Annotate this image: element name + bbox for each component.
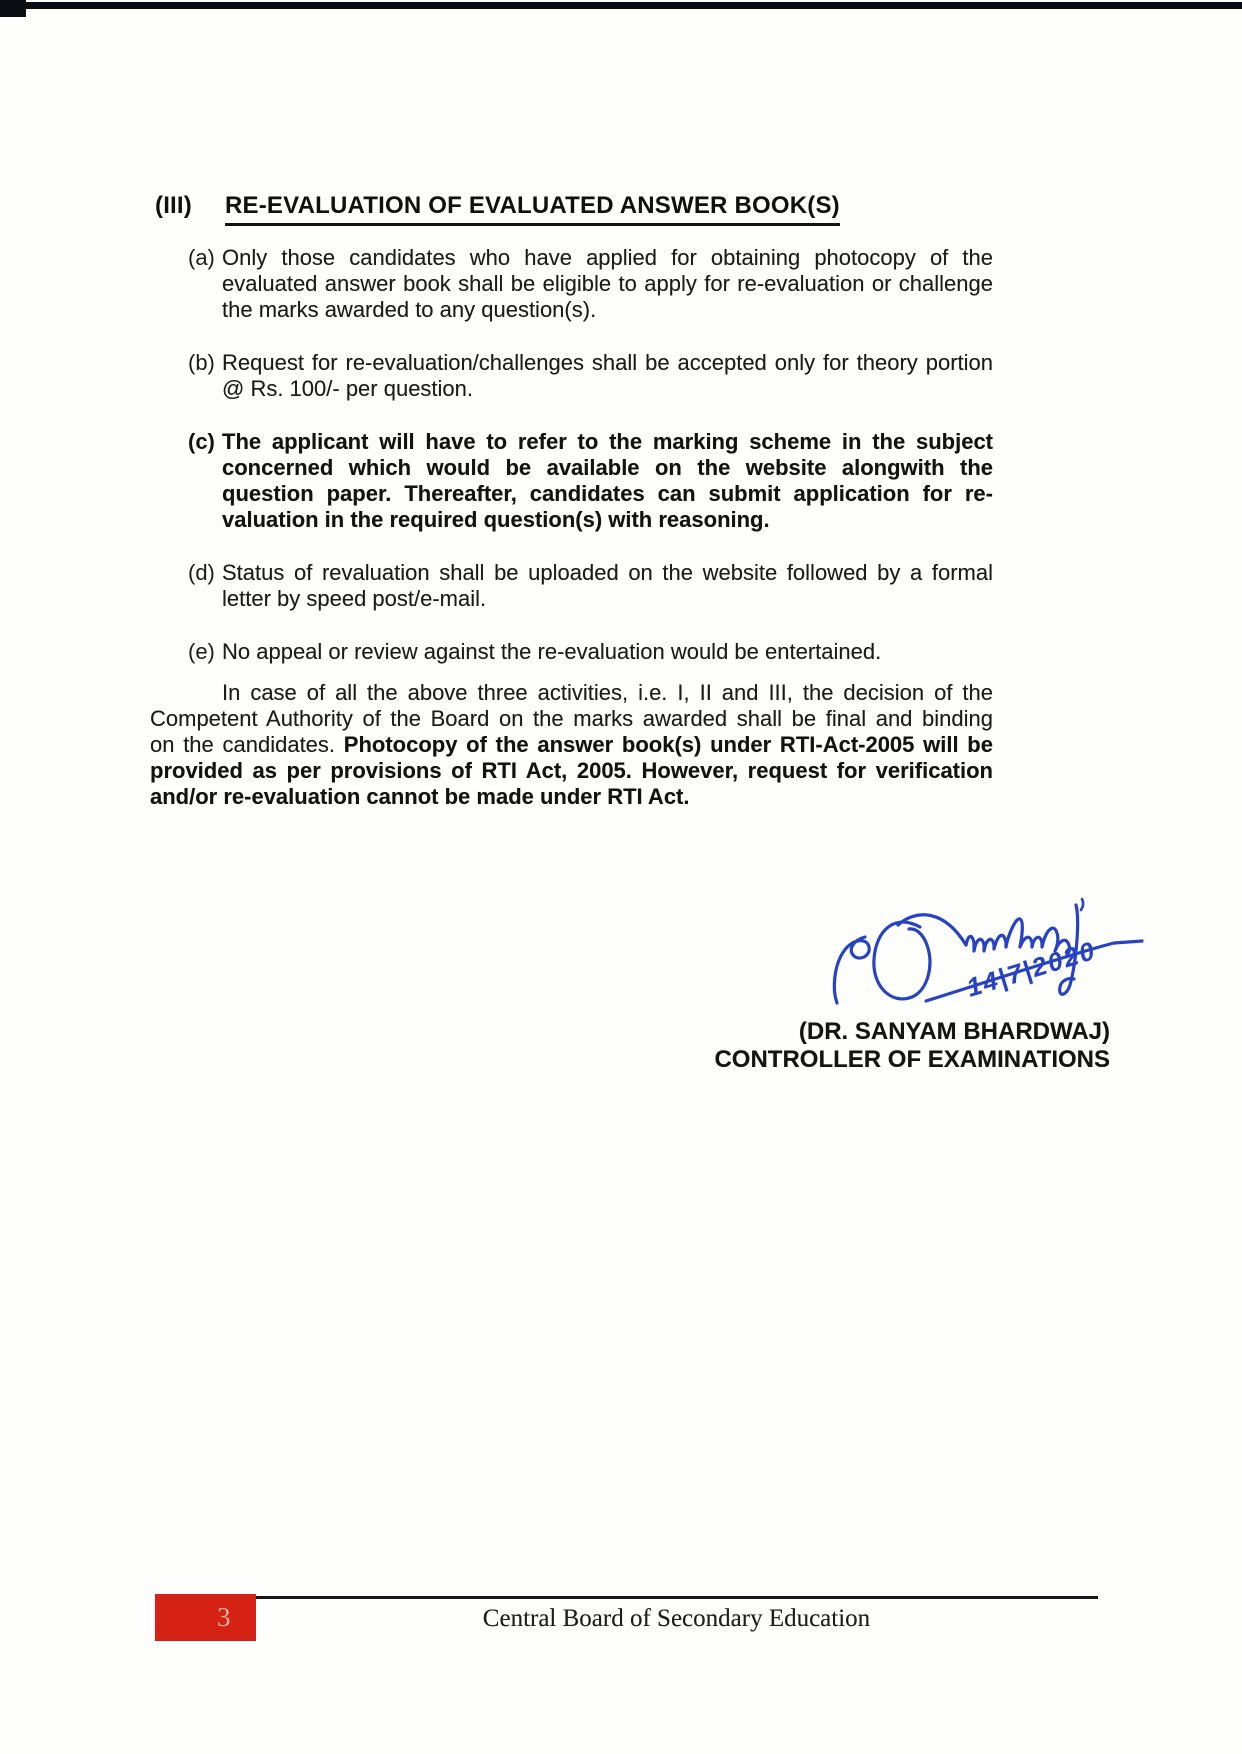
clause-line: evaluated answer book shall be eligible to apply for re-evaluation or challenge xyxy=(222,271,993,296)
clause-label: (a) xyxy=(188,245,215,270)
clause-list xyxy=(188,245,994,692)
footer-rule xyxy=(254,1596,1098,1599)
signature-tick xyxy=(1081,899,1083,910)
clause-line: letter by speed post/e-mail. xyxy=(222,586,487,611)
clause-label: (b) xyxy=(188,350,215,375)
closing-line: provided as per provisions of RTI Act, 2005. However, request for verification xyxy=(150,758,993,783)
clause-text xyxy=(222,350,993,402)
clause-label: (c) xyxy=(188,429,215,454)
clause-item xyxy=(188,639,994,665)
page-number: 3 xyxy=(217,1602,231,1632)
clause-line: valuation in the required question(s) with reasoning. xyxy=(222,507,770,532)
signature-flourish xyxy=(834,937,869,1003)
clause-line: Request for re-evaluation/challenges shall be accepted only for theory portion xyxy=(222,350,993,375)
clause-item xyxy=(188,560,994,612)
clause-item xyxy=(188,245,994,323)
scan-corner-mark xyxy=(0,0,26,17)
clause-item xyxy=(188,429,994,533)
clause-line: Status of revaluation shall be uploaded on the website followed by a formal xyxy=(222,560,993,585)
signature-ink xyxy=(824,893,1164,1023)
clause-text xyxy=(222,639,993,665)
footer-organization: Central Board of Secondary Education xyxy=(482,1605,871,1632)
scan-edge-bar xyxy=(0,2,1242,9)
closing-paragraph xyxy=(150,680,993,810)
page-number-box xyxy=(155,1594,256,1641)
closing-line: In case of all the above three activities, i.e. I, II and III, the decision of the xyxy=(222,680,993,705)
clause-line: the marks awarded to any question(s). xyxy=(222,297,597,322)
section-heading xyxy=(155,192,840,226)
clause-text xyxy=(222,429,993,533)
signatory-title: CONTROLLER OF EXAMINATIONS xyxy=(714,1046,1110,1073)
clause-line: question paper. Thereafter, candidates can submit application for re- xyxy=(222,481,993,506)
clause-line: The applicant will have to refer to the marking scheme in the subject xyxy=(222,429,993,454)
closing-line: and/or re-evaluation cannot be made under RTI Act. xyxy=(150,784,690,809)
closing-line: on the candidates. Photocopy of the answer book(s) under RTI-Act-2005 will be xyxy=(150,732,993,757)
clause-line: Only those candidates who have applied for obtaining photocopy of the xyxy=(222,245,993,270)
clause-label: (e) xyxy=(188,639,215,664)
signatory-name: (DR. SANYAM BHARDWAJ) xyxy=(798,1018,1110,1045)
clause-text xyxy=(222,245,993,323)
signature-block xyxy=(714,1018,1110,1074)
clause-line: No appeal or review against the re-evaluation would be entertained. xyxy=(222,639,882,664)
clause-label: (d) xyxy=(188,560,215,585)
clause-line: @ Rs. 100/- per question. xyxy=(222,376,474,401)
closing-line: Competent Authority of the Board on the marks awarded shall be final and binding xyxy=(150,706,993,731)
clause-item xyxy=(188,350,994,402)
section-number: (III) xyxy=(155,192,192,219)
section-title: RE-EVALUATION OF EVALUATED ANSWER BOOK(S) xyxy=(225,192,840,226)
signature-date: 14|7|2020 xyxy=(962,934,1100,1003)
clause-line: concerned which would be available on the website alongwith the xyxy=(222,455,993,480)
signature-loop xyxy=(874,922,930,999)
clause-text xyxy=(222,560,993,612)
